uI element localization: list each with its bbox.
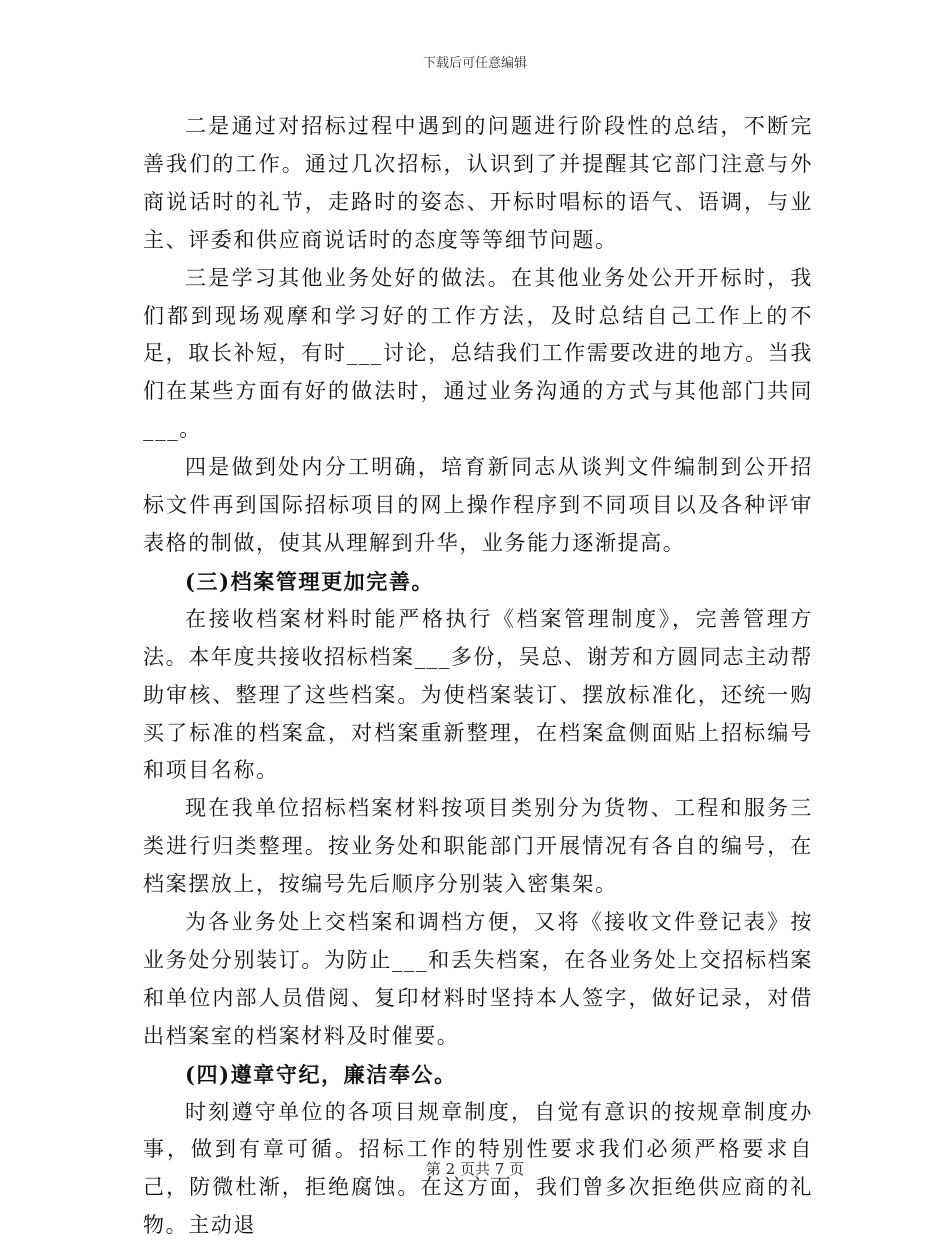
paragraph-archive-receiving: 在接收档案材料时能严格执行《档案管理制度》，完善管理方法。本年度共接收招标档案___多份，吴总、谢芳和方圆同志主动帮助审核、整理了这些档案。为使档案装订、摆放标准化，还统一购买了标准的档案盒，对档案重新整理，在档案盒侧面贴上招标编号和项目名称。 [143, 606, 813, 783]
document-body [143, 108, 813, 1245]
paragraph-part-four: 四是做到处内分工明确，培育新同志从谈判文件编制到公开招标文件再到国际招标项目的网上操作程序到不同项目以及各种评审表格的制做，使其从理解到升华，业务能力逐渐提高。 [143, 455, 813, 555]
page-header: 下载后可任意编辑 [422, 56, 527, 71]
paragraph-archive-classification: 现在我单位招标档案材料按项目类别分为货物、工程和服务三类进行归类整理。按业务处和职能部门开展情况有各自的编号，在档案摆放上，按编号先后顺序分别装入密集架。 [143, 796, 813, 897]
section-heading-discipline: (四)遵章守纪，廉洁奉公。 [185, 1061, 457, 1087]
paragraph-archive-registration: 为各业务处上交档案和调档方便，又将《接收文件登记表》按业务处分别装订。为防止___和丢失档案，在各业务处上交招标档案和单位内部人员借阅、复印材料时坚持本人签字，做好记录，对借出档案室的档案材料及时催要。 [143, 910, 813, 1048]
paragraph-discipline: 时刻遵守单位的各项目规章制度，自觉有意识的按规章制度办事，做到有章可循。招标工作的特别性要求我们必须严格要求自己，防微杜渐，拒绝腐蚀。在这方面，我们曾多次拒绝供应商的礼物。主动退 [143, 1099, 813, 1238]
paragraph-part-three: 三是学习其他业务处好的做法。在其他业务处公开开标时，我们都到现场观摩和学习好的工作方法，及时总结自己工作上的不足，取长补短，有时___讨论，总结我们工作需要改进的地方。当我们在某些方面有好的做法时，通过业务沟通的方式与其他部门共同___。 [143, 265, 813, 442]
page-footer: 第 2 页共 7 页 [425, 1160, 525, 1178]
section-heading-archives: (三)档案管理更加完善。 [185, 568, 435, 594]
paragraph-part-two: 二是通过对招标过程中遇到的问题进行阶段性的总结，不断完善我们的工作。通过几次招标，认识到了并提醒其它部门注意与外商说话时的礼节，走路时的姿态、开标时唱标的语气、语调，与业主、评委和供应商说话时的态度等等细节问题。 [143, 114, 813, 252]
